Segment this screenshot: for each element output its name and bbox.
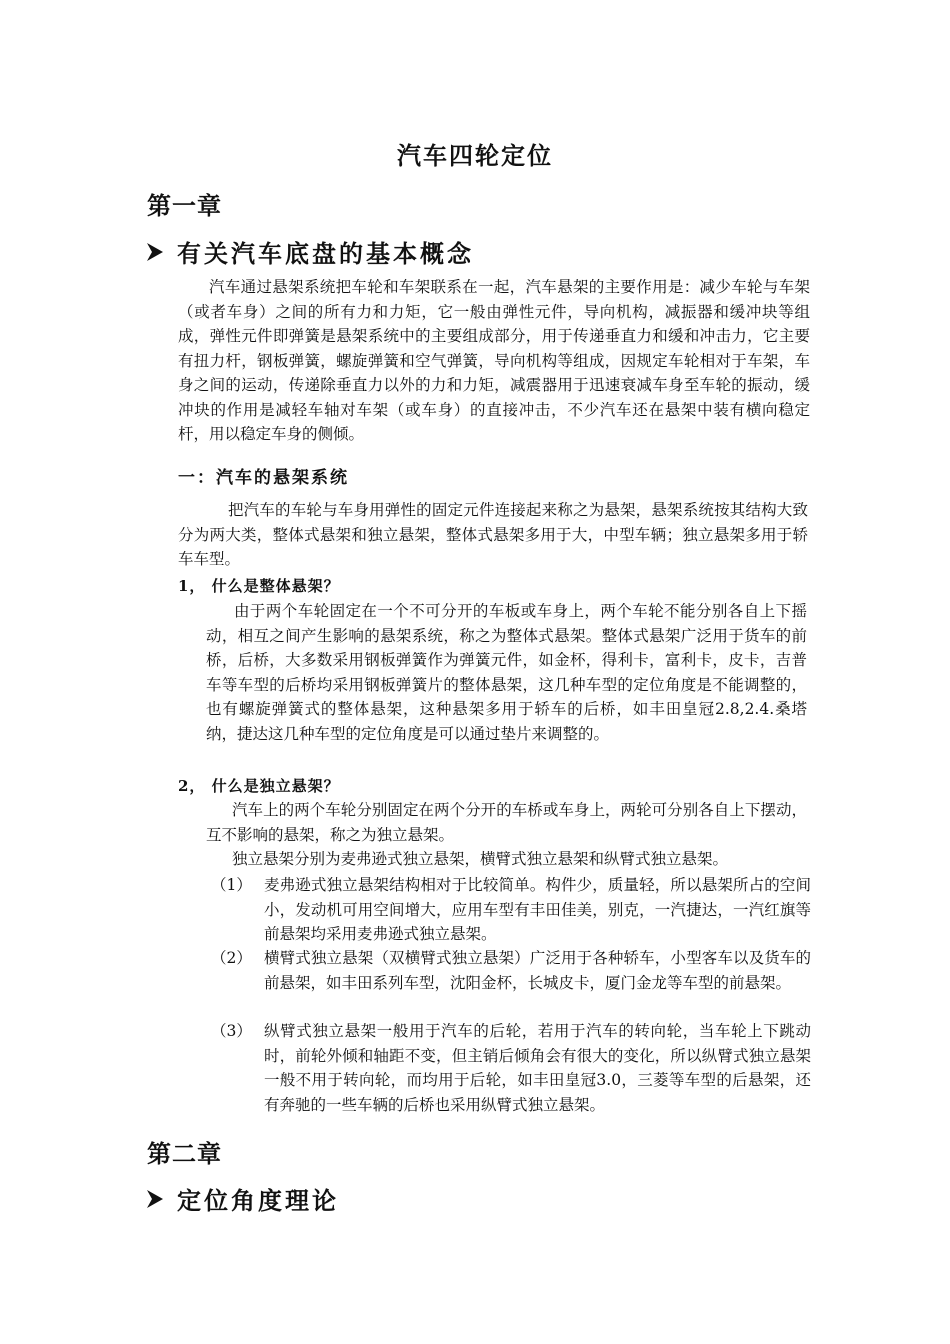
arrow-bullet-icon [145, 240, 165, 264]
list-item-2-number: （2） [211, 949, 252, 967]
list-item-3-text: 纵臂式独立悬架一般用于汽车的后轮，若用于汽车的转向轮，当车轮上下跳动时，前轮外倾和轴距不变，但主销后倾角会有很大的变化，所以纵臂式独立悬架一般不用于转向轮，而均用于后轮，如丰田皇冠3.0，三菱等车型的后悬架，还有奔驰的一些车辆的后桥也采用纵臂式独立悬架。 [264, 1022, 811, 1114]
list-item-2-text: 横臂式独立悬架（双横臂式独立悬架）广泛用于各种轿车，小型客车以及货车的前悬架，如丰田系列车型，沈阳金杯，长城皮卡，厦门金龙等车型的前悬架。 [264, 949, 811, 992]
chapter-2-heading-text: 定位角度理论 [177, 1186, 339, 1215]
question-2-heading: 2， 什么是独立悬架？ [178, 777, 340, 795]
question-1-heading: 1， 什么是整体悬架？ [178, 577, 340, 595]
arrow-bullet-icon [145, 1187, 165, 1211]
chapter-2-label: 第二章 [147, 1139, 222, 1168]
document-title: 汽车四轮定位 [397, 141, 553, 170]
chapter-1-label: 第一章 [147, 191, 222, 220]
chapter-1-heading-text: 有关汽车底盘的基本概念 [177, 239, 474, 268]
list-item-3-number: （3） [211, 1022, 252, 1040]
question-2-text: 汽车上的两个车轮分别固定在两个分开的车桥或车身上，两轮可分别各自上下摆动，互不影响的悬架，称之为独立悬架。 [206, 801, 807, 844]
question-2-types: 独立悬架分别为麦弗逊式独立悬架，横臂式独立悬架和纵臂式独立悬架。 [232, 850, 729, 868]
list-item-1-text: 麦弗逊式独立悬架结构相对于比较简单。构件少，质量轻，所以悬架所占的空间小，发动机可用空间增大，应用车型有丰田佳美，别克，一汽捷达，一汽红旗等前悬架均采用麦弗逊式独立悬架。 [264, 876, 811, 943]
subsection-text: 把汽车的车轮与车身用弹性的固定元件连接起来称之为悬架，悬架系统按其结构大致分为两大类，整体式悬架和独立悬架，整体式悬架多用于大，中型车辆；独立悬架多用于轿车车型。 [178, 501, 808, 568]
subsection-heading: 一：汽车的悬架系统 [178, 468, 349, 488]
chapter-1-heading [145, 234, 474, 269]
question-1-text: 由于两个车轮固定在一个不可分开的车板或车身上，两个车轮不能分别各自上下摇动，相互之间产生影响的悬架系统，称之为整体式悬架。整体式悬架广泛用于货车的前桥，后桥，大多数采用钢板弹簧作为弹簧元件，如金杯，得利卡，富利卡，皮卡，吉普车等车型的后桥均采用钢板弹簧片的整体悬架，这几种车型的定位角度是不能调整的，也有螺旋弹簧式的整体悬架，这种悬架多用于轿车的后桥，如丰田皇冠2.8,2.4.桑塔纳，捷达这几种车型的定位角度是可以通过垫片来调整的。 [206, 602, 807, 743]
chapter-2-heading [145, 1181, 339, 1216]
list-item-1-number: （1） [211, 876, 252, 894]
chapter-1-intro: 汽车通过悬架系统把车轮和车架联系在一起，汽车悬架的主要作用是：减少车轮与车架（或者车身）之间的所有力和力矩，它一般由弹性元件，导向机构，减振器和缓冲块等组成，弹性元件即弹簧是悬架系统中的主要组成部分，用于传递垂直力和缓和冲击力，它主要有扭力杆，钢板弹簧，螺旋弹簧和空气弹簧，导向机构等组成，因规定车轮相对于车架，车身之间的运动，传递除垂直力以外的力和力矩，减震器用于迅速衰减车身至车轮的振动，缓冲块的作用是减轻车轴对车架（或车身）的直接冲击，不少汽车还在悬架中装有横向稳定杆，用以稳定车身的侧倾。 [178, 278, 810, 443]
